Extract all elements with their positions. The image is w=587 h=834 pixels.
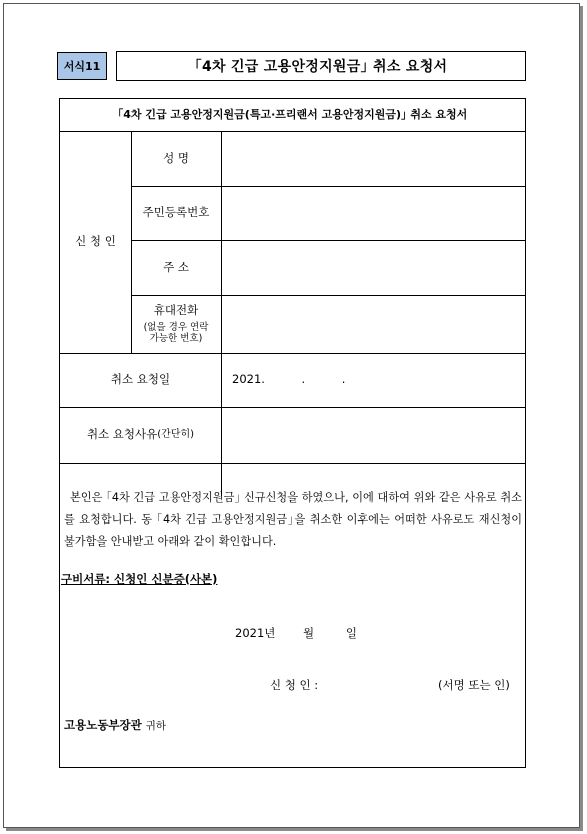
cancel-date-label: 취소 요청일	[110, 372, 171, 387]
signature-date	[235, 625, 357, 641]
form-header: ｢4차 긴급 고용안정지원금(특고·프리랜서 고용안정지원금)｣ 취소 요청서	[117, 108, 468, 122]
phone-label-cell	[131, 295, 221, 353]
date-day: 일	[345, 626, 357, 640]
phone-note-line-2: 가능한 번호)	[149, 332, 203, 344]
form-code-label: 서식11	[57, 52, 107, 80]
name-field[interactable]	[222, 132, 524, 186]
signature-label: 신 청 인 :	[270, 678, 319, 692]
resident-number-field[interactable]	[222, 187, 524, 240]
address-label: 주 소	[163, 259, 189, 274]
resident-number-label: 주민등록번호	[142, 205, 210, 220]
cancel-reason-field[interactable]	[222, 408, 524, 463]
phone-note-line-1: (없을 경우 연락	[143, 321, 209, 333]
consent-statement: 본인은 ｢4차 긴급 고용안정지원금｣ 신규신청을 하였으나, 이에 대하여 위와 같은 사유로 취소를 요청합니다. 동 ｢4차 긴급 고용안정지원금｣을 취소한 이후에는 어떠한 사유로도 재신청이 불가함을 안내받고 아래와 같이 확인합니다.	[64, 491, 522, 548]
phone-label: 휴대전화	[153, 302, 199, 317]
cancellation-form	[59, 98, 526, 768]
cancel-reason-note: (간단히)	[157, 429, 195, 440]
cancel-date-field[interactable]: 2021. . .	[232, 372, 346, 387]
cancel-reason-label-cell	[60, 407, 221, 463]
required-documents: 구비서류: 신청인 신분증(사본)	[61, 572, 218, 586]
name-label: 성 명	[163, 150, 189, 165]
address-field[interactable]	[222, 241, 524, 295]
date-month: 월	[303, 626, 315, 640]
recipient-name: 고용노동부장관	[64, 718, 142, 732]
cancel-reason-label: 취소 요청사유	[86, 427, 158, 442]
applicant-label: 신 청 인	[75, 234, 116, 249]
phone-field[interactable]	[222, 296, 524, 353]
recipient-suffix: 귀하	[145, 720, 167, 732]
date-year: 2021년	[235, 626, 276, 640]
document-title: ｢4차 긴급 고용안정지원금｣ 취소 요청서	[116, 51, 526, 81]
signature-note: (서명 또는 인)	[438, 678, 510, 692]
recipient	[64, 717, 166, 733]
